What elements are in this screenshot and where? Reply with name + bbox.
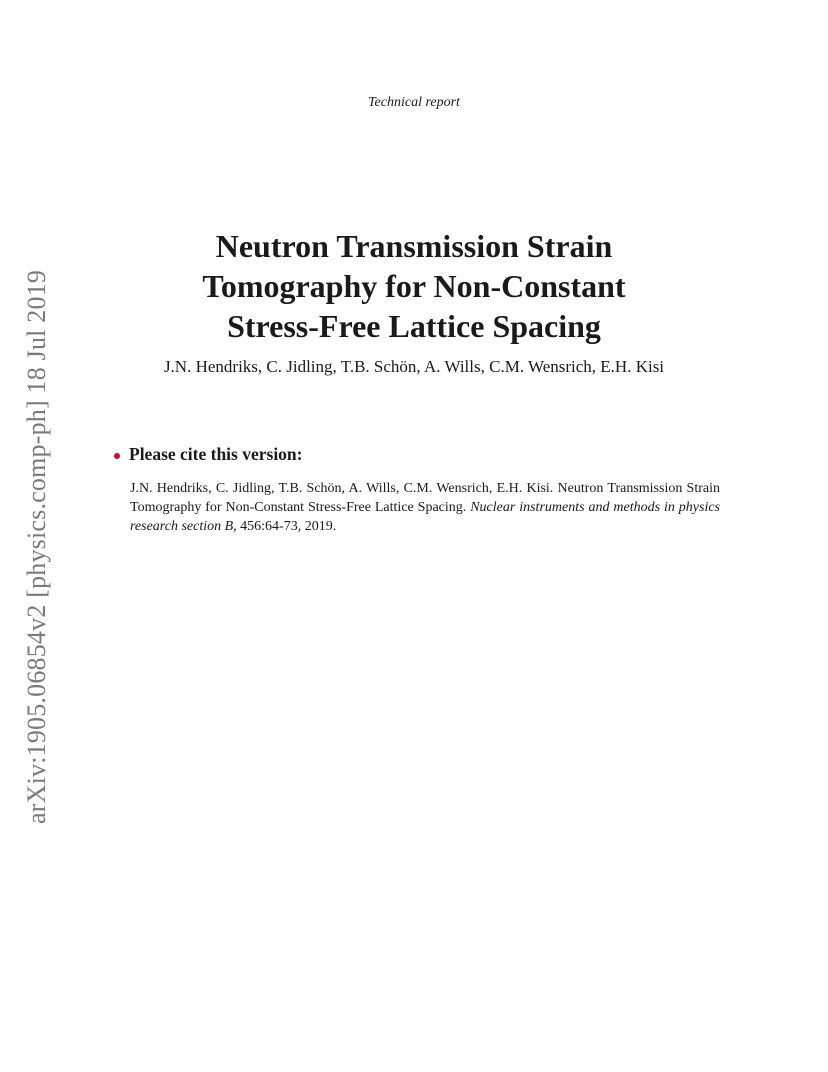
title-line-2: Tomography for Non-Constant xyxy=(202,268,626,304)
citation-text xyxy=(130,479,720,536)
citation-heading-text: Please cite this version: xyxy=(129,444,303,464)
citation-block xyxy=(114,444,734,536)
citation-details: , 456:64-73, 2019. xyxy=(233,519,337,534)
arxiv-identifier-stamp: arXiv:1905.06854v2 [physics.comp-ph] 18 Jul 2019 xyxy=(22,269,51,824)
bullet-icon xyxy=(114,453,120,459)
citation-authors-title: J.N. Hendriks, C. Jidling, T.B. Schön, A. Wills, C.M. Wensrich, E.H. Kisi. Neutron Transmission Strain Tomography for Non-Constant Stress-Free Lattice Spacing. xyxy=(130,481,720,515)
author-list: J.N. Hendriks, C. Jidling, T.B. Schön, A. Wills, C.M. Wensrich, E.H. Kisi xyxy=(163,357,665,376)
paper-title xyxy=(100,226,728,346)
report-type-label: Technical report xyxy=(368,95,460,110)
title-line-1: Neutron Transmission Strain xyxy=(215,228,613,264)
title-line-3: Stress-Free Lattice Spacing xyxy=(227,308,601,344)
citation-heading xyxy=(114,444,734,465)
citation-journal: Nuclear instruments and methods in physics research section B xyxy=(130,500,720,534)
